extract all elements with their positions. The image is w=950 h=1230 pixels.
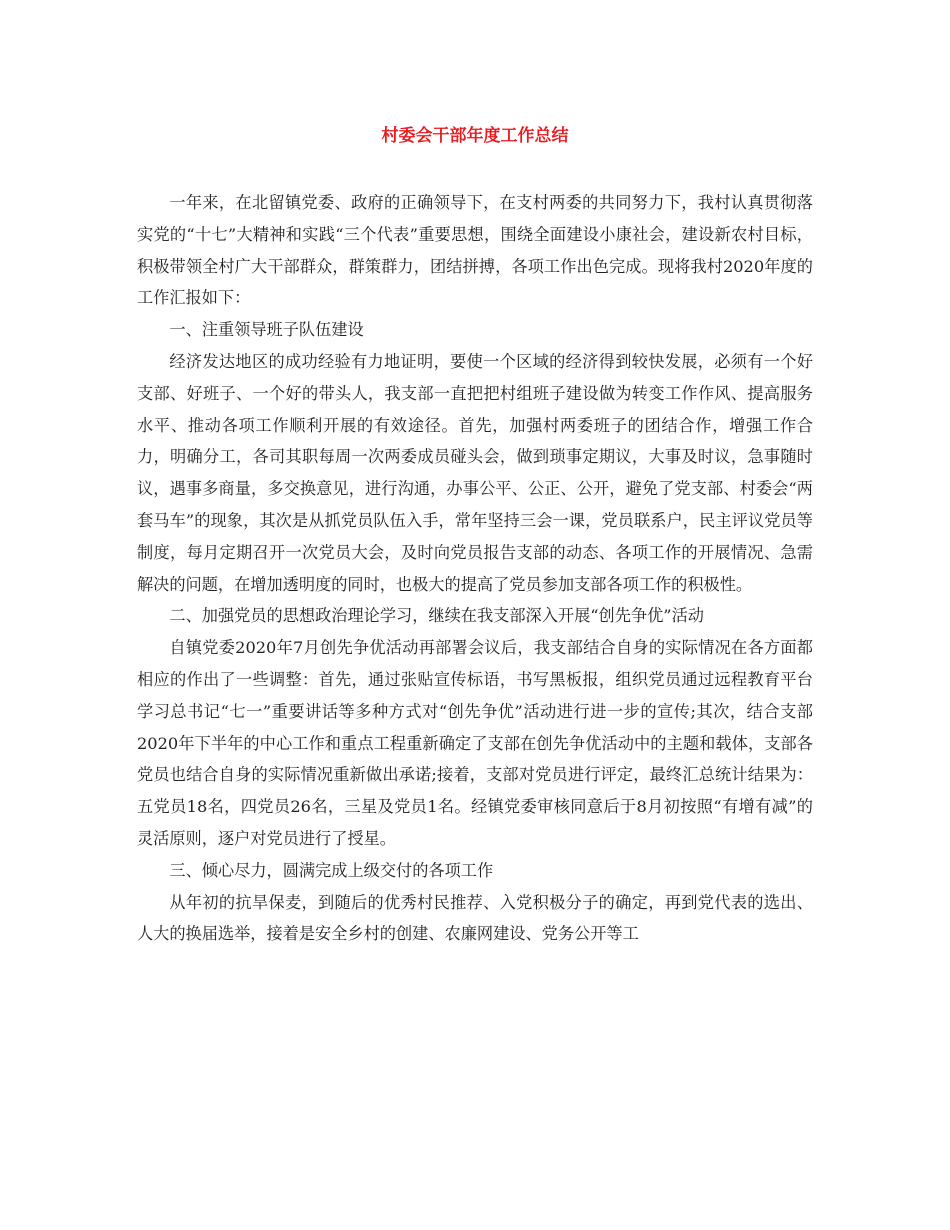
section-heading-3: 三、倾心尽力，圆满完成上级交付的各项工作: [169, 860, 494, 880]
section-heading-1: 一、注重领导班子队伍建设: [169, 320, 364, 340]
document-body: [137, 187, 813, 950]
paragraph-intro: 一年来，在北留镇党委、政府的正确领导下，在支村两委的共同努力下，我村认真贯彻落实党的“十七”大精神和实践“三个代表”重要思想，围绕全面建设小康社会，建设新农村目标，积极带领全村广大干部群众，群策群力，团结拼搏，各项工作出色完成。现将我村2020年度的工作汇报如下：: [137, 193, 813, 308]
document-title: 村委会干部年度工作总结: [381, 126, 569, 146]
section-heading-2: 二、加强党员的思想政治理论学习，继续在我支部深入开展“创先争优”活动: [169, 606, 704, 626]
paragraph-section-2: 自镇党委2020年7月创先争优活动再部署会议后，我支部结合自身的实际情况在各方面都相应的作出了一些调整：首先，通过张贴宣传标语，书写黑板报，组织党员通过远程教育平台学习总书记“七一”重要讲话等多种方式对“创先争优”活动进行进一步的宣传;其次，结合支部2020年下半年的中心工作和重点工程重新确定了支部在创先争优活动中的主题和载体，支部各党员也结合自身的实际情况重新做出承诺;接着，支部对党员进行评定，最终汇总统计结果为：五党员18名，四党员26名，三星及党员1名。经镇党委审核同意后于8月初按照“有增有减”的灵活原则，逐户对党员进行了授星。: [137, 638, 813, 848]
paragraph-section-1: 经济发达地区的成功经验有力地证明，要使一个区域的经济得到较快发展，必须有一个好支部、好班子、一个好的带头人，我支部一直把把村组班子建设做为转变工作作风、提高服务水平、推动各项工作顺利开展的有效途径。首先，加强村两委班子的团结合作，增强工作合力，明确分工，各司其职每周一次两委成员碰头会，做到琐事定期议，大事及时议，急事随时议，遇事多商量，多交换意见，进行沟通，办事公平、公正、公开，避免了党支部、村委会“两套马车”的现象，其次是从抓党员队伍入手，常年坚持三会一课，党员联系户，民主评议党员等制度，每月定期召开一次党员大会，及时向党员报告支部的动态、各项工作的开展情况、急需解决的问题，在增加透明度的同时，也极大的提高了党员参加支部各项工作的积极性。: [137, 351, 813, 594]
paragraph-section-3: 从年初的抗旱保麦，到随后的优秀村民推荐、入党积极分子的确定，再到党代表的选出、人大的换届选举，接着是安全乡村的创建、农廉网建设、党务公开等工: [137, 892, 813, 944]
